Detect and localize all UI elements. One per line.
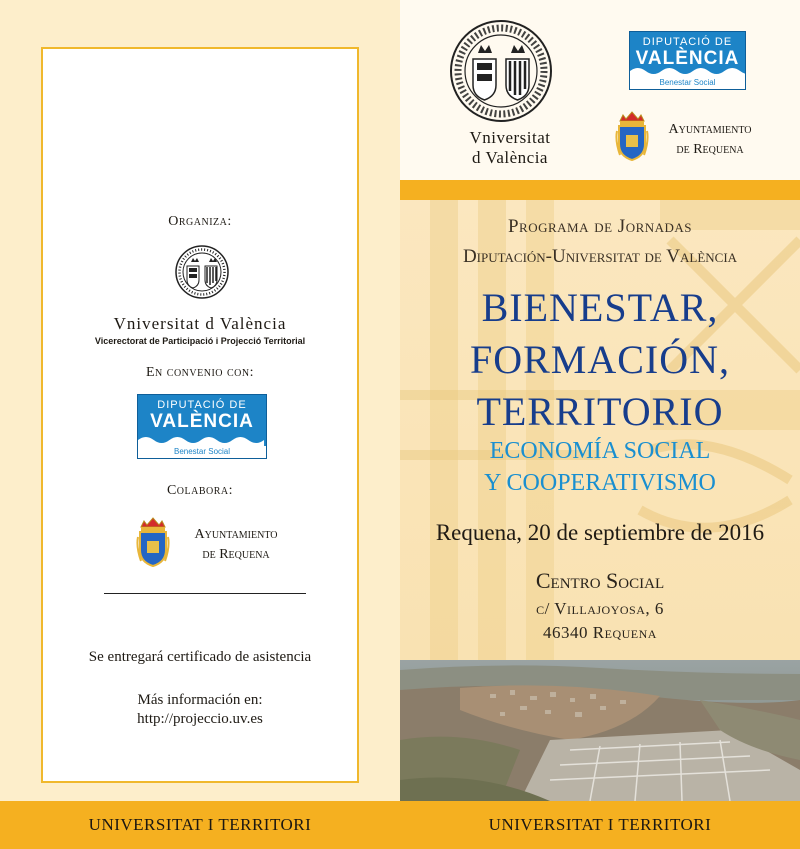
diputacio-logo-line2: VALÈNCIA <box>635 48 740 69</box>
diputacio-logo-line1: DIPUTACIÓ DE <box>157 399 247 411</box>
diputacio-logo-line3: Benestar Social <box>630 77 745 89</box>
logo-header <box>400 0 800 180</box>
diputacio-logo-line3: Benestar Social <box>138 446 266 458</box>
certificado-text: Se entregará certificado de asistencia <box>88 649 312 665</box>
divider <box>104 593 306 594</box>
ayuntamiento-line1: Ayuntamiento <box>668 122 752 137</box>
diputacio-logo-line2: VALÈNCIA <box>150 411 254 432</box>
program-title-line1: Programa de Jornadas <box>507 216 693 237</box>
ayuntamiento-name <box>181 525 291 565</box>
colabora-label: Colabora: <box>166 483 234 498</box>
organiza-label: Organiza: <box>168 214 232 229</box>
event-date: Requena, 20 de septiembre de 2016 <box>435 520 765 545</box>
aerial-photo-image <box>400 660 800 801</box>
university-name <box>440 128 580 168</box>
diputacio-logo-line1: DIPUTACIÓ DE <box>642 36 733 48</box>
university-name-line1: Vniversitat <box>469 128 551 147</box>
right-footer-band: UNIVERSITAT I TERRITORI <box>400 801 800 849</box>
wave-icon <box>630 65 745 77</box>
left-footer-band: UNIVERSITAT I TERRITORI <box>0 801 400 849</box>
university-seal-icon <box>449 19 553 123</box>
right-panel <box>400 0 800 849</box>
subtitle-line1: ECONOMÍA SOCIAL <box>489 438 711 464</box>
wave-icon <box>138 434 266 446</box>
requena-aerial-photo <box>400 660 800 801</box>
diputacio-logo <box>137 394 267 459</box>
ayuntamiento-line2: de Requena <box>676 142 744 157</box>
left-info-box <box>41 47 359 783</box>
requena-shield-icon <box>136 517 170 569</box>
headline-line1: BIENESTAR, <box>481 285 719 330</box>
ayuntamiento-line1: Ayuntamiento <box>194 527 278 542</box>
more-info-label: Más información en: <box>137 692 263 708</box>
headline-line2: FORMACIÓN, <box>469 337 731 382</box>
ayuntamiento-name <box>655 120 765 160</box>
venue-street: c/ Villajoyosa, 6 <box>536 599 664 618</box>
university-seal-icon <box>174 244 230 306</box>
venue-name: Centro Social <box>535 568 665 593</box>
gold-divider-bar <box>400 180 800 200</box>
program-title-line2: Diputación-Universitat de València <box>462 246 738 267</box>
ayuntamiento-line2: de Requena <box>202 547 270 562</box>
diputacio-logo <box>629 31 746 90</box>
venue-city: 46340 Requena <box>543 623 657 642</box>
headline-line3: TERRITORIO <box>476 389 724 434</box>
convenio-label: En convenio con: <box>146 365 254 380</box>
university-name: Vniversitat d València <box>113 314 287 333</box>
university-subtitle: Vicerectorat de Participació i Projecció Territorial <box>94 336 306 346</box>
requena-shield-icon <box>615 111 649 163</box>
subtitle-line2: Y COOPERATIVISMO <box>484 470 716 496</box>
university-name-line2: d València <box>472 148 548 167</box>
more-info-url[interactable]: http://projeccio.uv.es <box>137 711 263 727</box>
